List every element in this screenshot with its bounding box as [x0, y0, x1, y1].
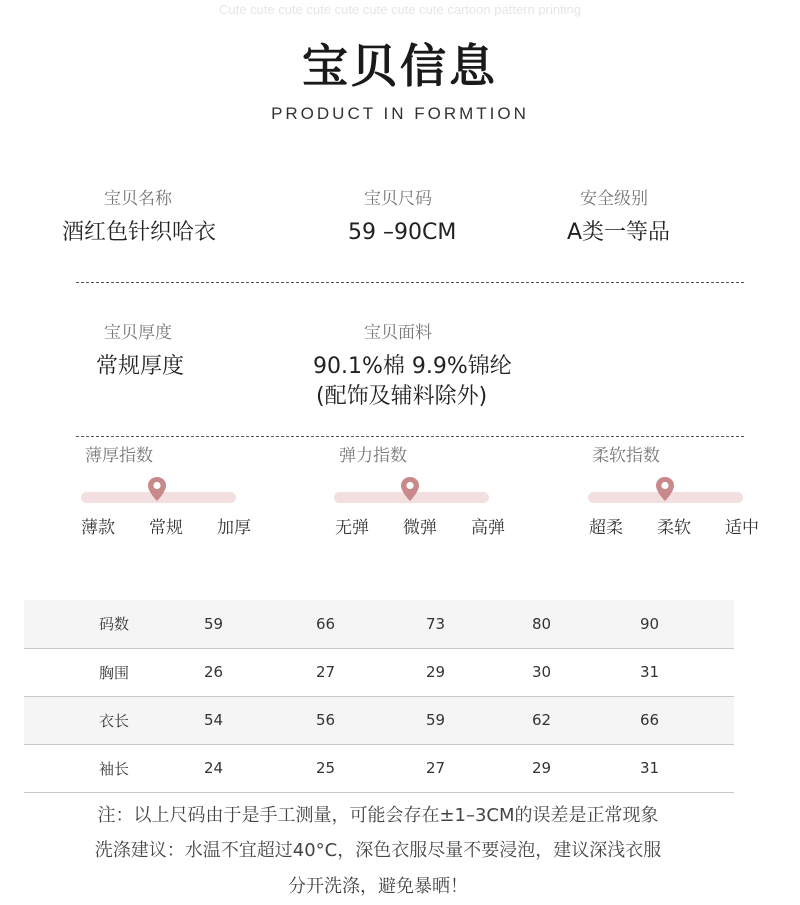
elasticity-index-label: 弹力指数	[339, 446, 407, 466]
thickness-option-thick: 加厚	[217, 518, 251, 538]
table-cell: 26	[204, 648, 316, 696]
table-cell: 袖长	[24, 744, 204, 792]
table-row	[24, 600, 734, 648]
elasticity-index-options	[335, 513, 505, 538]
product-size-label: 宝贝尺码	[364, 189, 432, 209]
softness-index-options	[589, 513, 759, 538]
product-thickness-value: 常规厚度	[96, 354, 185, 379]
watermark-text: Cute cute cute cute cute cute cute cute cartoon pattern printing	[218, 2, 582, 17]
table-cell: 31	[640, 648, 734, 696]
table-cell: 码数	[24, 600, 204, 648]
thickness-option-thin: 薄款	[81, 518, 115, 538]
location-pin-icon	[400, 476, 420, 502]
washing-note-cont: 分开洗涤，避免暴晒！	[288, 876, 468, 897]
product-fabric-value: 90.1%棉 9.9%锦纶	[313, 354, 512, 379]
location-pin-icon	[147, 476, 167, 502]
thickness-index-label: 薄厚指数	[85, 446, 153, 466]
product-name-label: 宝贝名称	[104, 189, 172, 209]
table-cell: 73	[426, 600, 532, 648]
size-note: 注：以上尺码由于是手工测量，可能会存在±1–3CM的误差是正常现象	[97, 805, 659, 826]
product-fabric-label: 宝贝面料	[364, 323, 432, 343]
elasticity-option-none: 无弹	[335, 518, 369, 538]
table-cell: 29	[532, 744, 640, 792]
elasticity-option-high: 高弹	[471, 518, 505, 538]
product-name-value: 酒红色针织哈衣	[62, 220, 217, 245]
table-cell: 25	[316, 744, 426, 792]
table-cell: 29	[426, 648, 532, 696]
table-cell: 31	[640, 744, 734, 792]
table-cell: 胸围	[24, 648, 204, 696]
softness-index-label: 柔软指数	[592, 446, 660, 466]
product-size-value: 59 –90CM	[348, 220, 457, 245]
thickness-option-regular: 常规	[149, 518, 183, 538]
product-fabric-note: (配饰及辅料除外)	[316, 384, 488, 409]
safety-level-label: 安全级别	[580, 189, 648, 209]
page-subtitle: PRODUCT IN FORMTION	[271, 104, 529, 123]
divider	[76, 436, 744, 437]
table-row	[24, 696, 734, 744]
product-thickness-label: 宝贝厚度	[104, 323, 172, 343]
table-cell: 56	[316, 696, 426, 744]
thickness-index-options	[81, 513, 251, 538]
table-cell: 衣长	[24, 696, 204, 744]
table-row	[24, 648, 734, 696]
table-row	[24, 744, 734, 792]
table-cell: 62	[532, 696, 640, 744]
table-cell: 27	[426, 744, 532, 792]
divider	[76, 282, 744, 283]
elasticity-option-slight: 微弹	[403, 518, 437, 538]
table-cell: 90	[640, 600, 734, 648]
table-cell: 59	[426, 696, 532, 744]
safety-level-value: A类一等品	[567, 220, 671, 245]
softness-option-medium: 适中	[725, 518, 759, 538]
softness-option-soft: 柔软	[657, 518, 691, 538]
table-cell: 66	[640, 696, 734, 744]
table-cell: 59	[204, 600, 316, 648]
table-cell: 24	[204, 744, 316, 792]
washing-note: 洗涤建议：水温不宜超过40°C，深色衣服尽量不要浸泡，建议深浅衣服	[94, 840, 662, 861]
softness-option-super: 超柔	[589, 518, 623, 538]
table-cell: 80	[532, 600, 640, 648]
size-table	[24, 600, 734, 793]
table-cell: 27	[316, 648, 426, 696]
page-title: 宝贝信息	[302, 39, 498, 93]
location-pin-icon	[655, 476, 675, 502]
table-cell: 30	[532, 648, 640, 696]
table-cell: 54	[204, 696, 316, 744]
table-cell: 66	[316, 600, 426, 648]
